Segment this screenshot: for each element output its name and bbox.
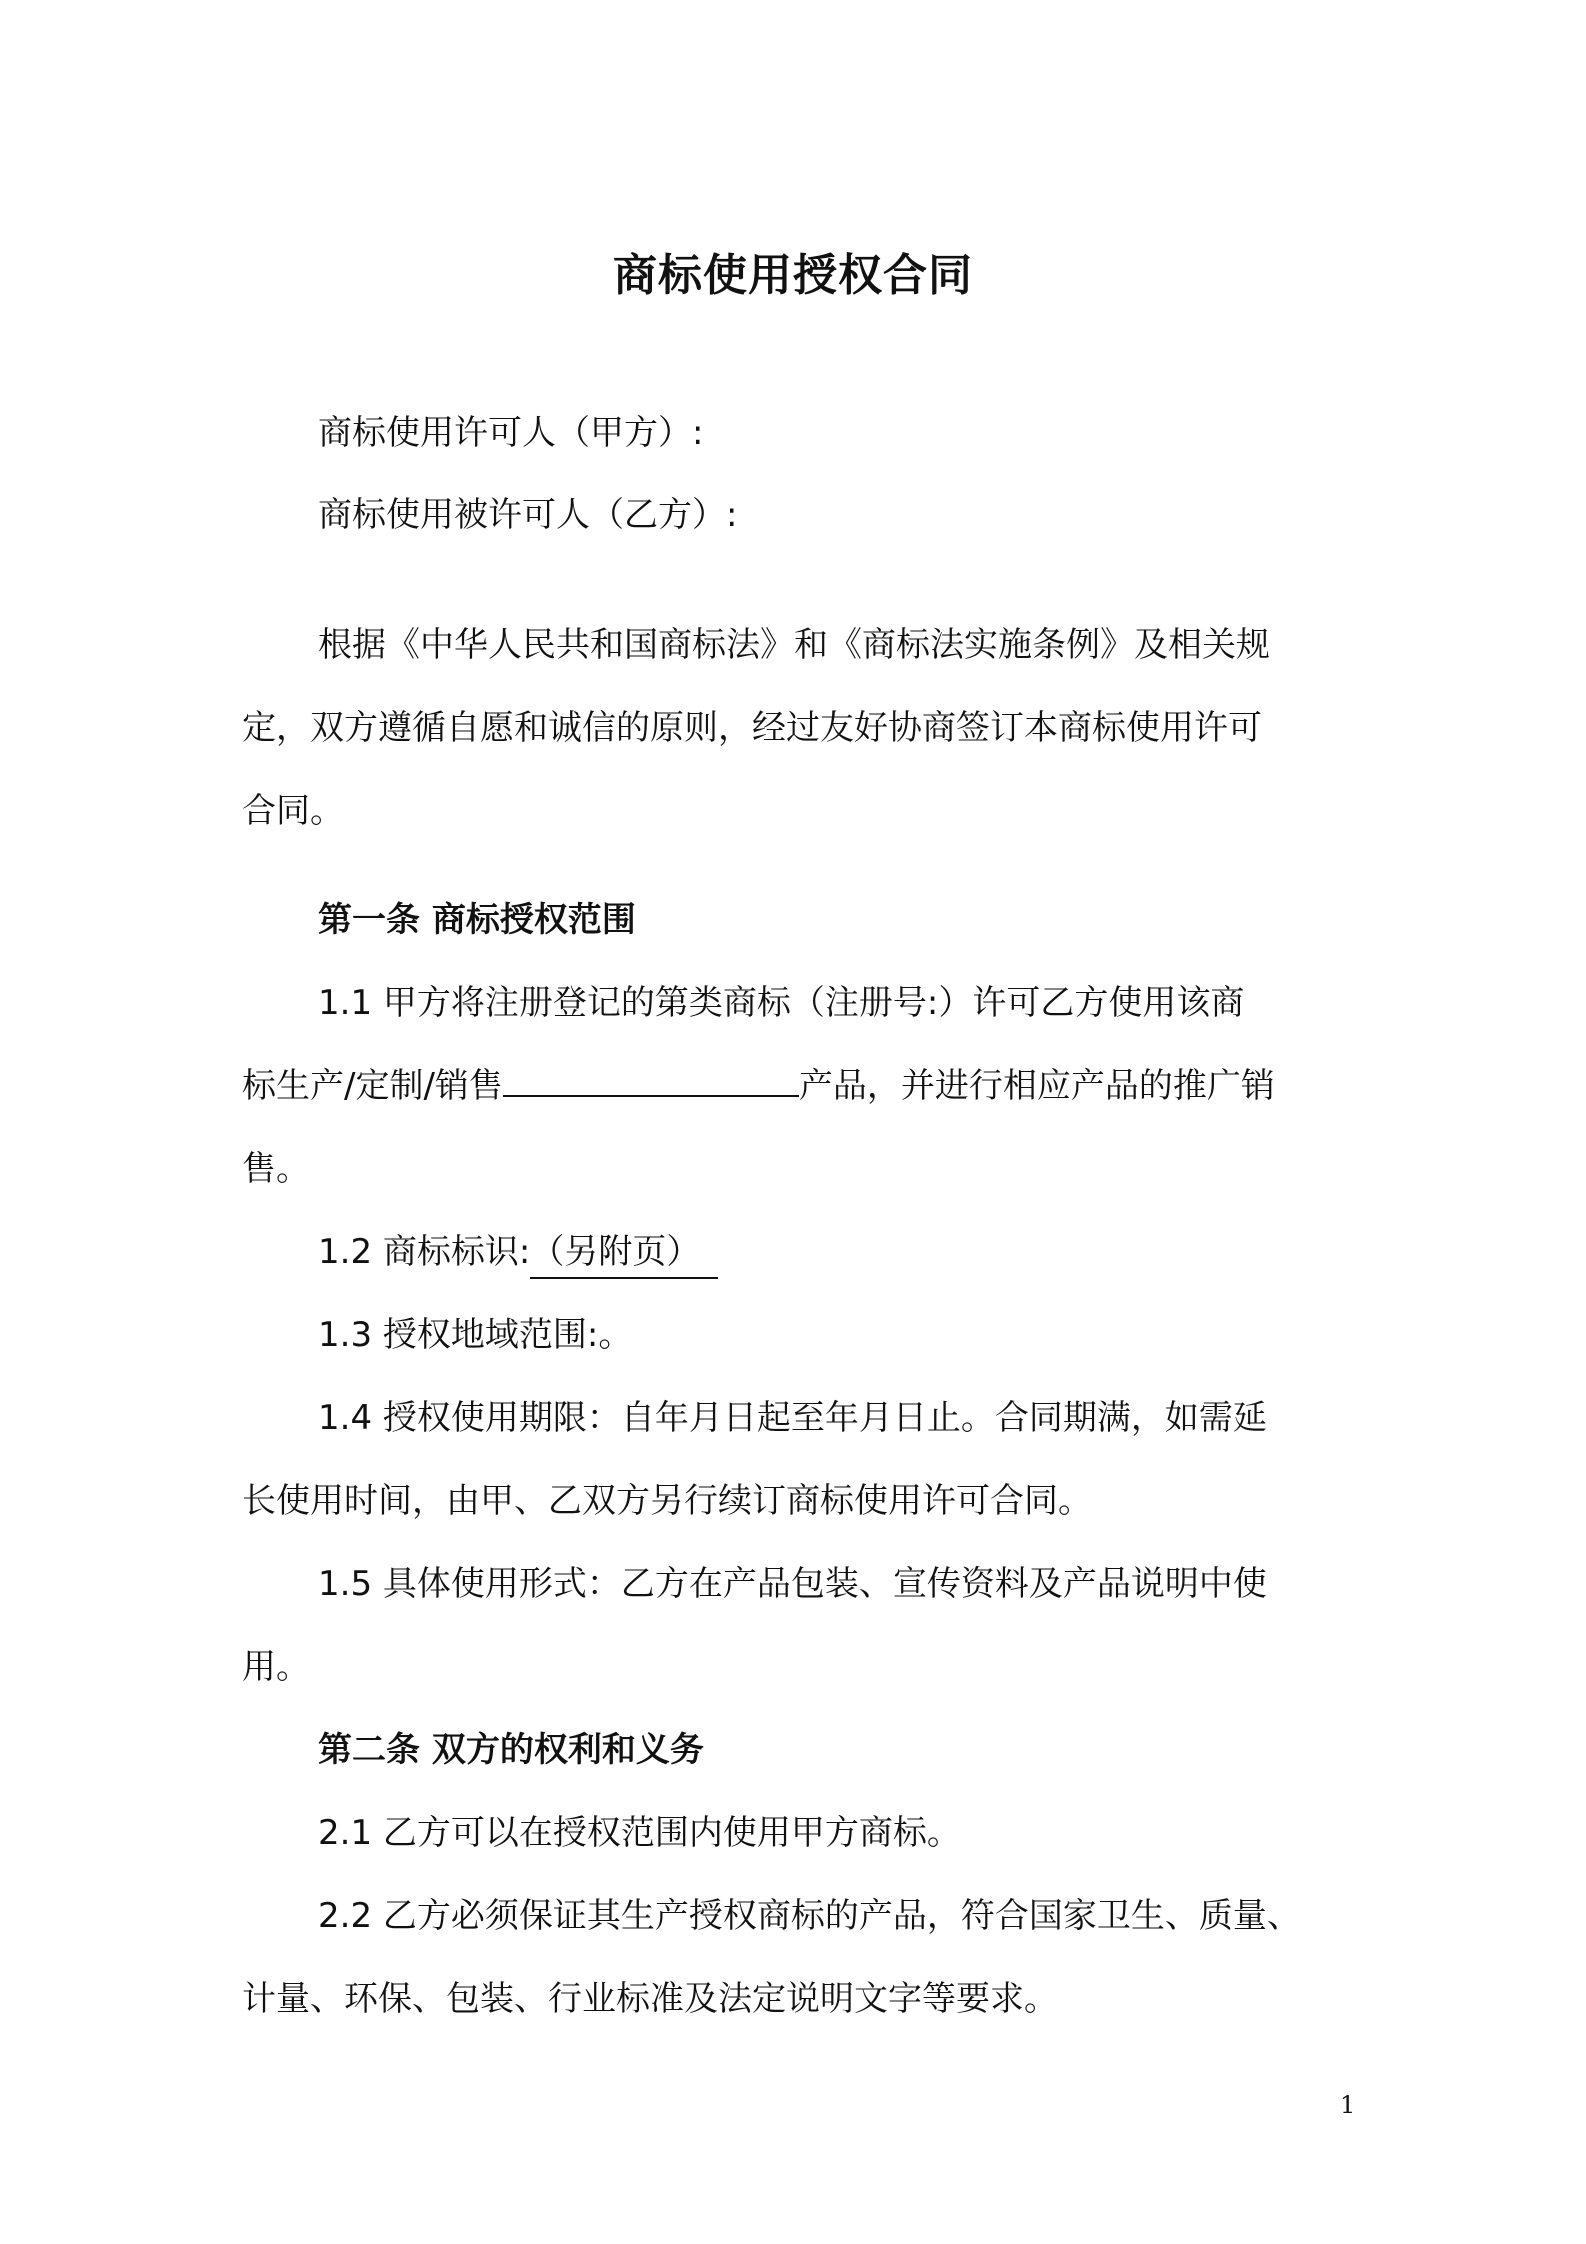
- document-title: 商标使用授权合同: [613, 250, 973, 301]
- clause-1-1-suffix: 产品，并进行相应产品的推广销: [798, 1066, 1275, 1106]
- clause-1-1-line-1: 1.1 甲方将注册登记的第类商标（注册号:）许可乙方使用该商: [318, 983, 1245, 1023]
- clause-1-4-line-1: 1.4 授权使用期限：自年月日起至年月日止。合同期满，如需延: [318, 1398, 1267, 1438]
- clause-1-5-line-2: 用。: [242, 1647, 310, 1687]
- clause-1-3: 1.3 授权地域范围:。: [318, 1315, 633, 1355]
- preamble-line-1: 根据《中华人民共和国商标法》和《商标法实施条例》及相关规: [318, 625, 1270, 665]
- clause-1-1-prefix: 标生产/定制/销售: [242, 1066, 503, 1106]
- product-blank-field[interactable]: [503, 1061, 799, 1097]
- article-2-heading: 第二条 双方的权利和义务: [318, 1730, 704, 1770]
- preamble-line-3: 合同。: [242, 791, 344, 831]
- party-a-label: 商标使用许可人（甲方）:: [318, 413, 704, 453]
- clause-1-5-line-1: 1.5 具体使用形式：乙方在产品包装、宣传资料及产品说明中使: [318, 1564, 1267, 1604]
- article-1-heading: 第一条 商标授权范围: [318, 900, 636, 940]
- page-number: 1: [1340, 2091, 1356, 2119]
- trademark-mark-field: （另附页）: [530, 1227, 718, 1279]
- preamble-line-2: 定，双方遵循自愿和诚信的原则，经过友好协商签订本商标使用许可: [242, 708, 1262, 748]
- clause-1-4-line-2: 长使用时间，由甲、乙双方另行续订商标使用许可合同。: [242, 1481, 1092, 1521]
- clause-1-2-prefix: 1.2 商标标识:: [318, 1232, 531, 1272]
- clause-2-1: 2.1 乙方可以在授权范围内使用甲方商标。: [318, 1813, 961, 1853]
- clause-2-2-line-1: 2.2 乙方必须保证其生产授权商标的产品，符合国家卫生、质量、: [318, 1896, 1301, 1936]
- party-b-label: 商标使用被许可人（乙方）:: [318, 495, 738, 535]
- clause-2-2-line-2: 计量、环保、包装、行业标准及法定说明文字等要求。: [242, 1979, 1058, 2019]
- clause-1-1-line-2: [242, 1061, 1275, 1111]
- clause-1-2: [318, 1227, 718, 1279]
- clause-1-1-line-3: 售。: [242, 1149, 310, 1189]
